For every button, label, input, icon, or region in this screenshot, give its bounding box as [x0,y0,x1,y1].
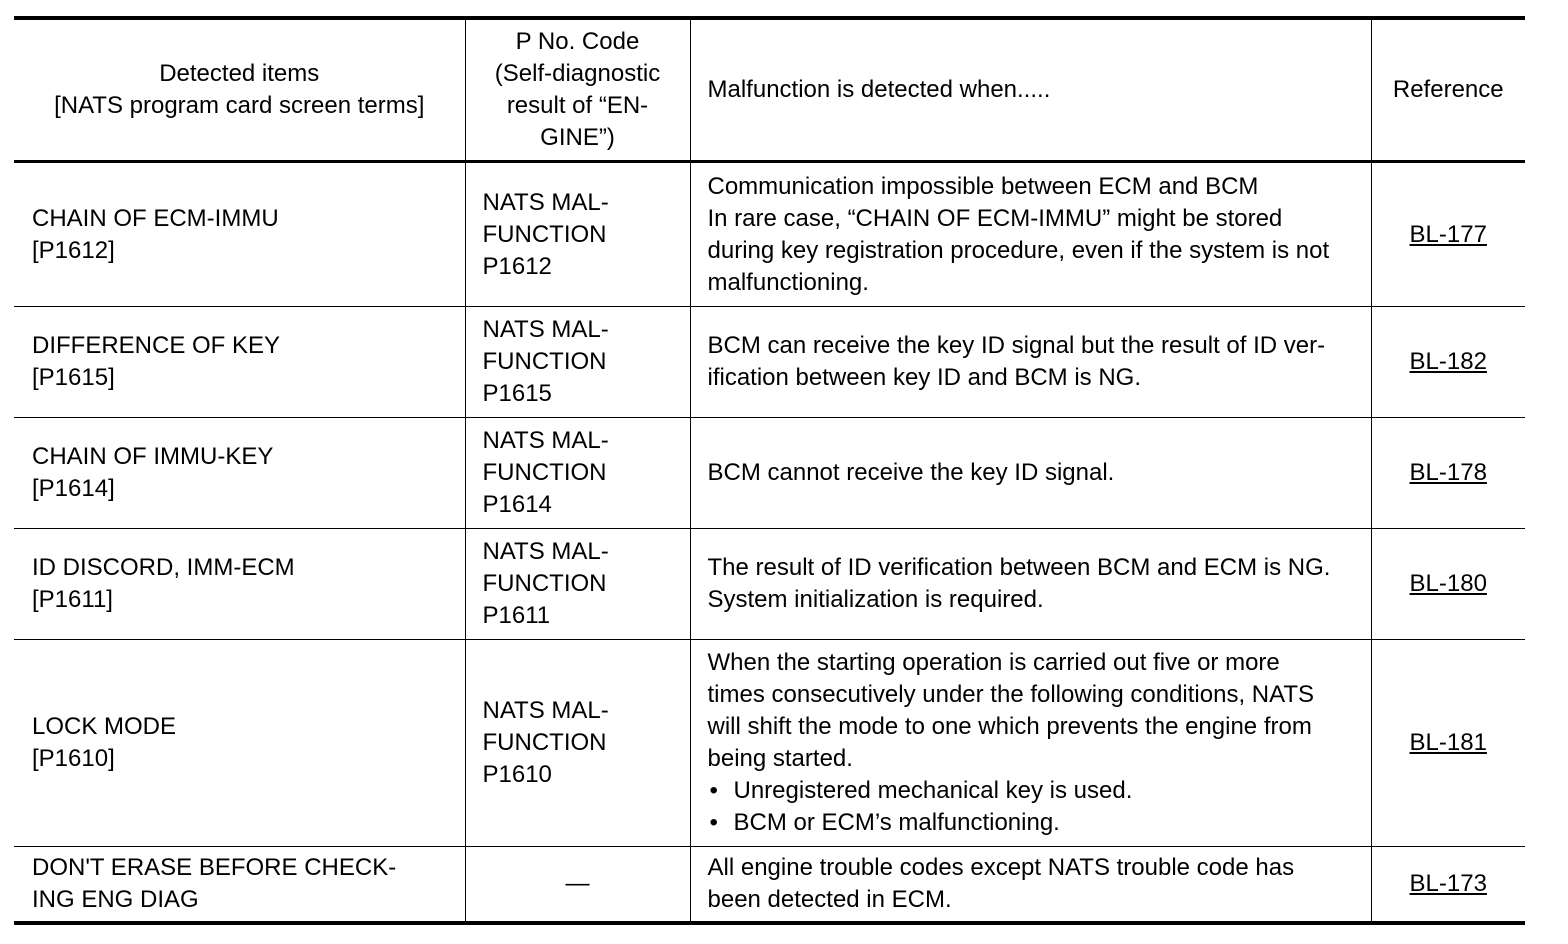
reference-cell [1371,847,1525,924]
p-code-cell: NATS MAL- FUNCTION P1611 [465,529,690,640]
table-row [14,529,1525,640]
reference-link[interactable]: BL-182 [1409,348,1487,375]
detected-item-cell: DIFFERENCE OF KEY [P1615] [14,307,465,418]
reference-cell [1371,529,1525,640]
table-row [14,307,1525,418]
condition-cell: The result of ID verification between BCM and ECM is NG. System initialization is required. [690,529,1371,640]
header-detected-items: Detected items [NATS program card screen terms] [14,18,465,162]
p-code-cell: NATS MAL- FUNCTION P1612 [465,162,690,307]
reference-link[interactable]: BL-173 [1409,870,1487,897]
condition-cell: All engine trouble codes except NATS trouble code has been detected in ECM. [690,847,1371,924]
table-row [14,640,1525,847]
detected-item-cell: LOCK MODE [P1610] [14,640,465,847]
detected-item-cell: ID DISCORD, IMM-ECM [P1611] [14,529,465,640]
condition-cell: Communication impossible between ECM and BCM In rare case, “CHAIN OF ECM-IMMU” might be stored during key registration procedure, even if the system is not malfunctioning. [690,162,1371,307]
reference-link[interactable]: BL-178 [1409,459,1487,486]
header-malfunction-condition: Malfunction is detected when..... [690,18,1371,162]
table-row [14,418,1525,529]
p-code-cell: NATS MAL- FUNCTION P1610 [465,640,690,847]
bullet-item: • Unregistered mechanical key is used. [708,775,1363,807]
condition-cell: When the starting operation is carried out five or more times consecutively under the following conditions, NATS will shift the mode to one which prevents the engine from being started. • Unregistered mechanical key is used. • BCM or ECM’s malfunctioning. [690,640,1371,847]
p-code-cell: NATS MAL- FUNCTION P1615 [465,307,690,418]
header-p-no-code: P No. Code (Self-diagnostic result of “EN- GINE”) [465,18,690,162]
reference-cell [1371,162,1525,307]
detected-item-cell: CHAIN OF ECM-IMMU [P1612] [14,162,465,307]
reference-link[interactable]: BL-177 [1409,220,1487,248]
detected-item-cell: CHAIN OF IMMU-KEY [P1614] [14,418,465,529]
header-reference: Reference [1371,18,1525,162]
reference-link[interactable]: BL-181 [1409,729,1487,756]
reference-cell [1371,307,1525,418]
p-code-cell: NATS MAL- FUNCTION P1614 [465,418,690,529]
bullet-item: • BCM or ECM’s malfunctioning. [708,807,1363,839]
nats-diagnosis-table [14,16,1525,925]
table-row [14,162,1525,307]
condition-bullet-list [708,775,1363,839]
table-row [14,847,1525,924]
condition-cell: BCM can receive the key ID signal but the result of ID ver- ification between key ID and BCM is NG. [690,307,1371,418]
reference-cell [1371,418,1525,529]
condition-cell: BCM cannot receive the key ID signal. [690,418,1371,529]
reference-link[interactable]: BL-180 [1409,570,1487,597]
reference-cell [1371,640,1525,847]
detected-item-cell: DON'T ERASE BEFORE CHECK- ING ENG DIAG [14,847,465,924]
p-code-cell: — [465,847,690,924]
header-row [14,18,1525,162]
